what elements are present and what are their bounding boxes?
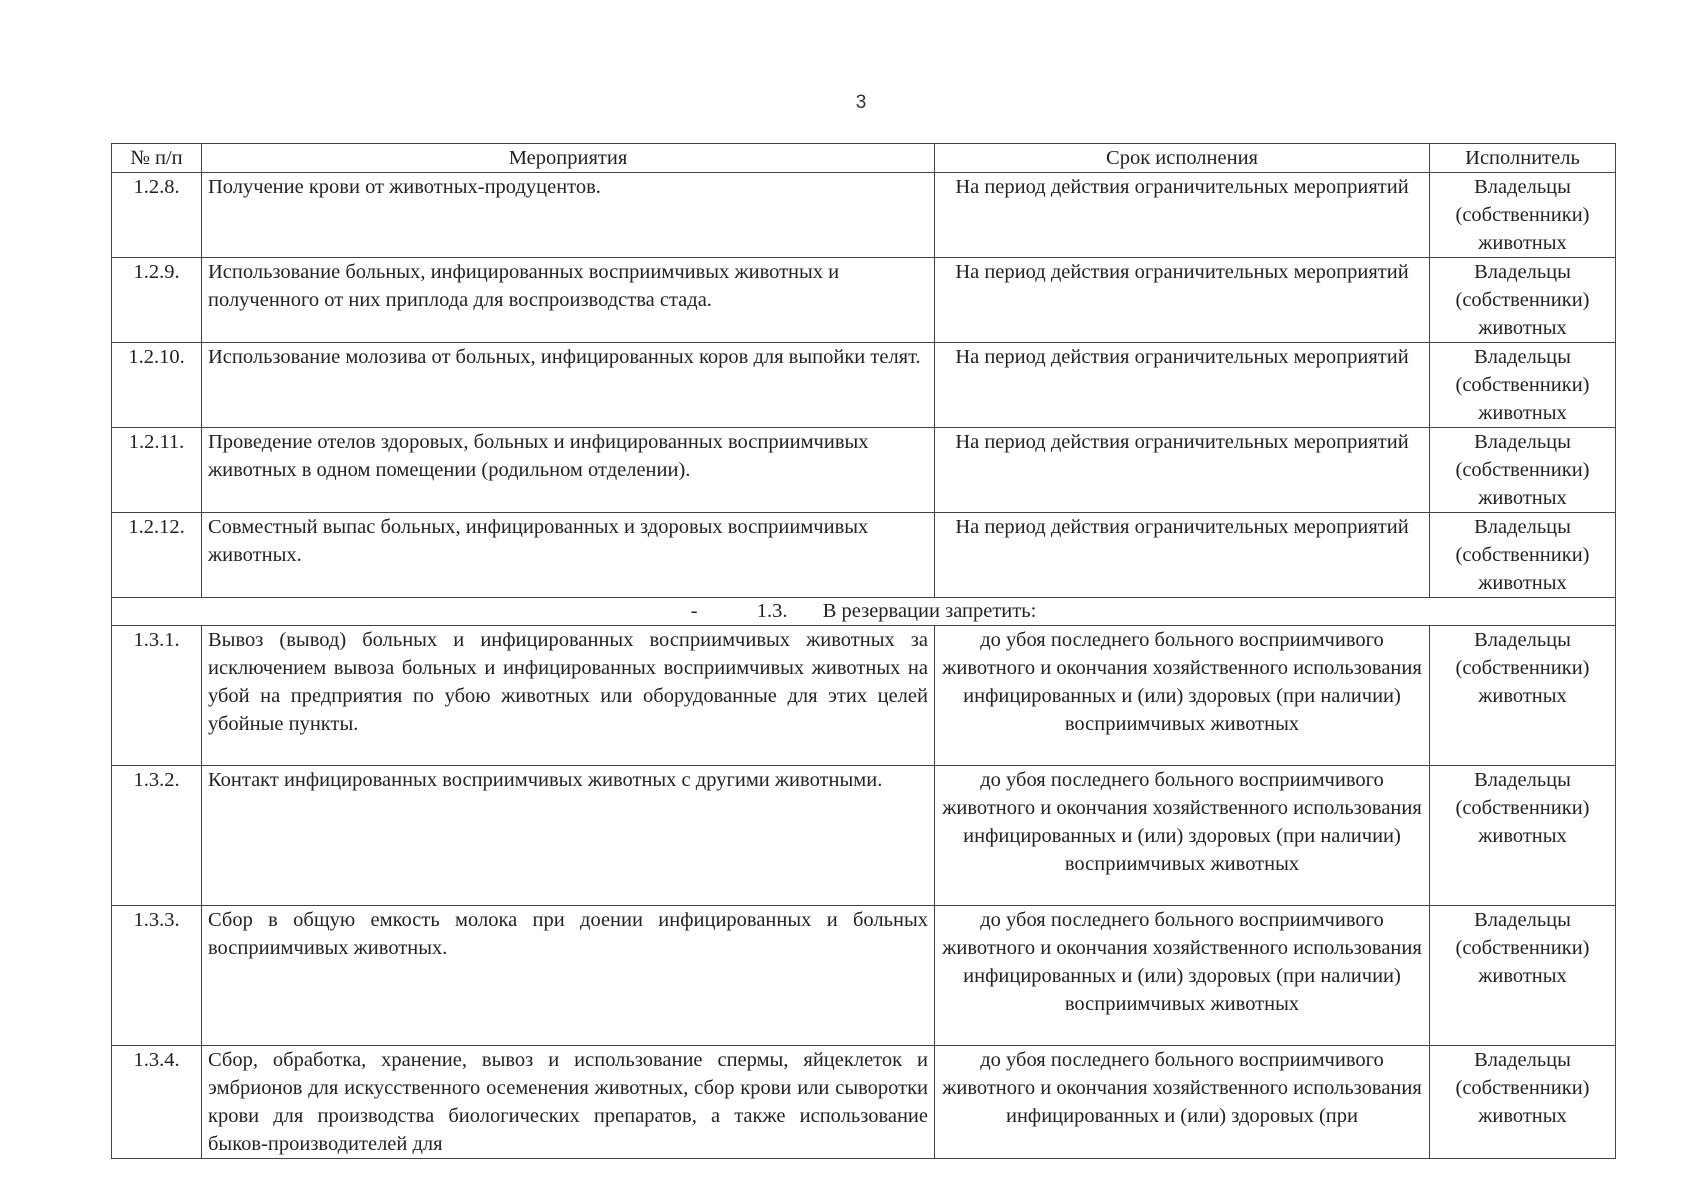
measures-table <box>111 143 1616 1159</box>
page-number: 3 <box>855 92 867 113</box>
row-executor: Владельцы (собственники) животных <box>1430 173 1616 258</box>
row-executor: Владельцы (собственники) животных <box>1430 258 1616 343</box>
row-number: 1.3.2. <box>112 766 202 906</box>
row-number: 1.3.1. <box>112 626 202 766</box>
row-measure: Сбор, обработка, хранение, вывоз и использование спермы, яйцеклеток и эмбрионов для искусственного осеменения животных, сбор крови или сыворотки крови для производства биологических препаратов, а также использование быков-производителей для <box>202 1046 935 1159</box>
section-heading-row <box>112 598 1616 626</box>
table-row <box>112 343 1616 428</box>
row-deadline: На период действия ограничительных мероприятий <box>935 513 1430 598</box>
row-executor: Владельцы (собственники) животных <box>1430 626 1616 766</box>
table-row <box>112 258 1616 343</box>
header-executor: Исполнитель <box>1430 144 1616 173</box>
table-row <box>112 766 1616 906</box>
row-deadline: до убоя последнего больного восприимчивого животного и окончания хозяйственного использования инфицированных и (или) здоровых (при наличии) восприимчивых животных <box>935 906 1430 1046</box>
row-executor: Владельцы (собственники) животных <box>1430 906 1616 1046</box>
row-number: 1.2.8. <box>112 173 202 258</box>
row-executor: Владельцы (собственники) животных <box>1430 343 1616 428</box>
row-deadline: На период действия ограничительных мероприятий <box>935 428 1430 513</box>
row-executor: Владельцы (собственники) животных <box>1430 766 1616 906</box>
table-row <box>112 626 1616 766</box>
row-number: 1.3.4. <box>112 1046 202 1159</box>
row-deadline: до убоя последнего больного восприимчивого животного и окончания хозяйственного использования инфицированных и (или) здоровых (при наличии) восприимчивых животных <box>935 766 1430 906</box>
row-executor: Владельцы (собственники) животных <box>1430 428 1616 513</box>
row-deadline: На период действия ограничительных мероприятий <box>935 173 1430 258</box>
row-executor: Владельцы (собственники) животных <box>1430 1046 1616 1159</box>
row-number: 1.2.11. <box>112 428 202 513</box>
row-number: 1.2.10. <box>112 343 202 428</box>
row-measure: Контакт инфицированных восприимчивых животных с другими животными. <box>202 766 935 906</box>
row-deadline: На период действия ограничительных мероприятий <box>935 258 1430 343</box>
table-row <box>112 513 1616 598</box>
row-measure: Совместный выпас больных, инфицированных и здоровых восприимчивых животных. <box>202 513 935 598</box>
table-row <box>112 906 1616 1046</box>
row-measure: Использование больных, инфицированных восприимчивых животных и полученного от них приплода для воспроизводства стада. <box>202 258 935 343</box>
section-number: 1.3. <box>756 600 788 622</box>
row-measure: Вывоз (вывод) больных и инфицированных восприимчивых животных за исключением вывоза больных и инфицированных восприимчивых животных на убой на предприятия по убою животных или оборудованные для этих целей убойные пункты. <box>202 626 935 766</box>
row-measure: Использование молозива от больных, инфицированных коров для выпойки телят. <box>202 343 935 428</box>
header-number: № п/п <box>112 144 202 173</box>
row-number: 1.2.12. <box>112 513 202 598</box>
row-measure: Получение крови от животных-продуцентов. <box>202 173 935 258</box>
section-heading <box>112 598 1616 626</box>
table-row <box>112 1046 1616 1159</box>
table-row <box>112 173 1616 258</box>
row-deadline: до убоя последнего больного восприимчивого животного и окончания хозяйственного использования инфицированных и (или) здоровых (при <box>935 1046 1430 1159</box>
table-header-row <box>112 144 1616 173</box>
header-deadline: Срок исполнения <box>935 144 1430 173</box>
header-measures: Мероприятия <box>202 144 935 173</box>
section-title: В резервации запретить: <box>822 600 1037 622</box>
row-number: 1.2.9. <box>112 258 202 343</box>
section-dot: - <box>690 600 698 622</box>
row-executor: Владельцы (собственники) животных <box>1430 513 1616 598</box>
row-number: 1.3.3. <box>112 906 202 1046</box>
row-deadline: до убоя последнего больного восприимчивого животного и окончания хозяйственного использования инфицированных и (или) здоровых (при наличии) восприимчивых животных <box>935 626 1430 766</box>
row-deadline: На период действия ограничительных мероприятий <box>935 343 1430 428</box>
row-measure: Сбор в общую емкость молока при доении инфицированных и больных восприимчивых животных. <box>202 906 935 1046</box>
table-row <box>112 428 1616 513</box>
row-measure: Проведение отелов здоровых, больных и инфицированных восприимчивых животных в одном помещении (родильном отделении). <box>202 428 935 513</box>
